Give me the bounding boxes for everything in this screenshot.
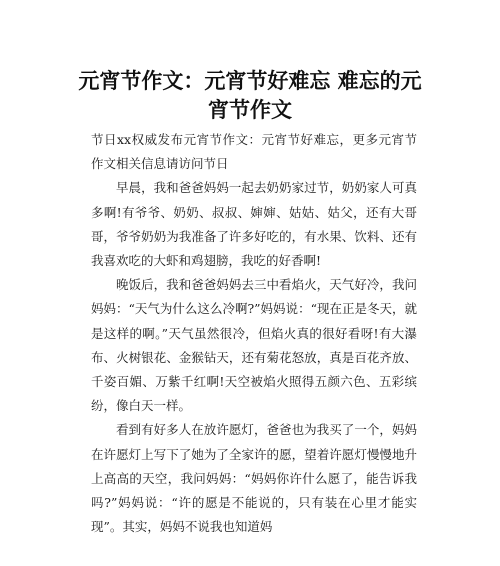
document-title: 元宵节作文：元宵节好难忘 难忘的元宵节作文	[78, 68, 422, 122]
paragraph-morning: 早晨，我和爸爸妈妈一起去奶奶家过节，奶奶家人可真多啊!有爷爷、奶奶、叔叔、婶婶、姑姑、姑父，还有大哥哥，爷爷奶奶为我准备了许多好吃的，有水果、饮料、还有我喜欢吃的大虾和鸡翅膀，我吃的好香啊!	[91, 180, 417, 269]
paragraph-wish-lantern: 看到有好多人在放许愿灯，爸爸也为我买了一个，妈妈在许愿灯上写下了她为了全家许的愿，望着许愿灯慢慢地升上高高的天空，我问妈妈：“妈妈你许什么愿了，能告诉我吗?”妈妈说：“许的愿是不能说的，只有装在心里才能实现”。其实，妈妈不说我也知道妈	[91, 422, 417, 535]
paragraph-fireworks: 晚饭后，我和爸爸妈妈去三中看焰火，天气好冷，我问妈妈：“天气为什么这么冷啊?”妈妈说：“现在正是冬天，就是这样的啊。”天气虽然很冷，但焰火真的很好看呀!有大瀑布、火树银花、金猴钻天，还有菊花怒放，真是百花齐放、千姿百媚、万紫千红啊!天空被焰火照得五颜六色、五彩缤纷，像白天一样。	[91, 277, 417, 414]
intro-paragraph: 节日xx权威发布元宵节作文：元宵节好难忘，更多元宵节作文相关信息请访问节日	[91, 132, 417, 172]
document-body	[91, 128, 417, 539]
